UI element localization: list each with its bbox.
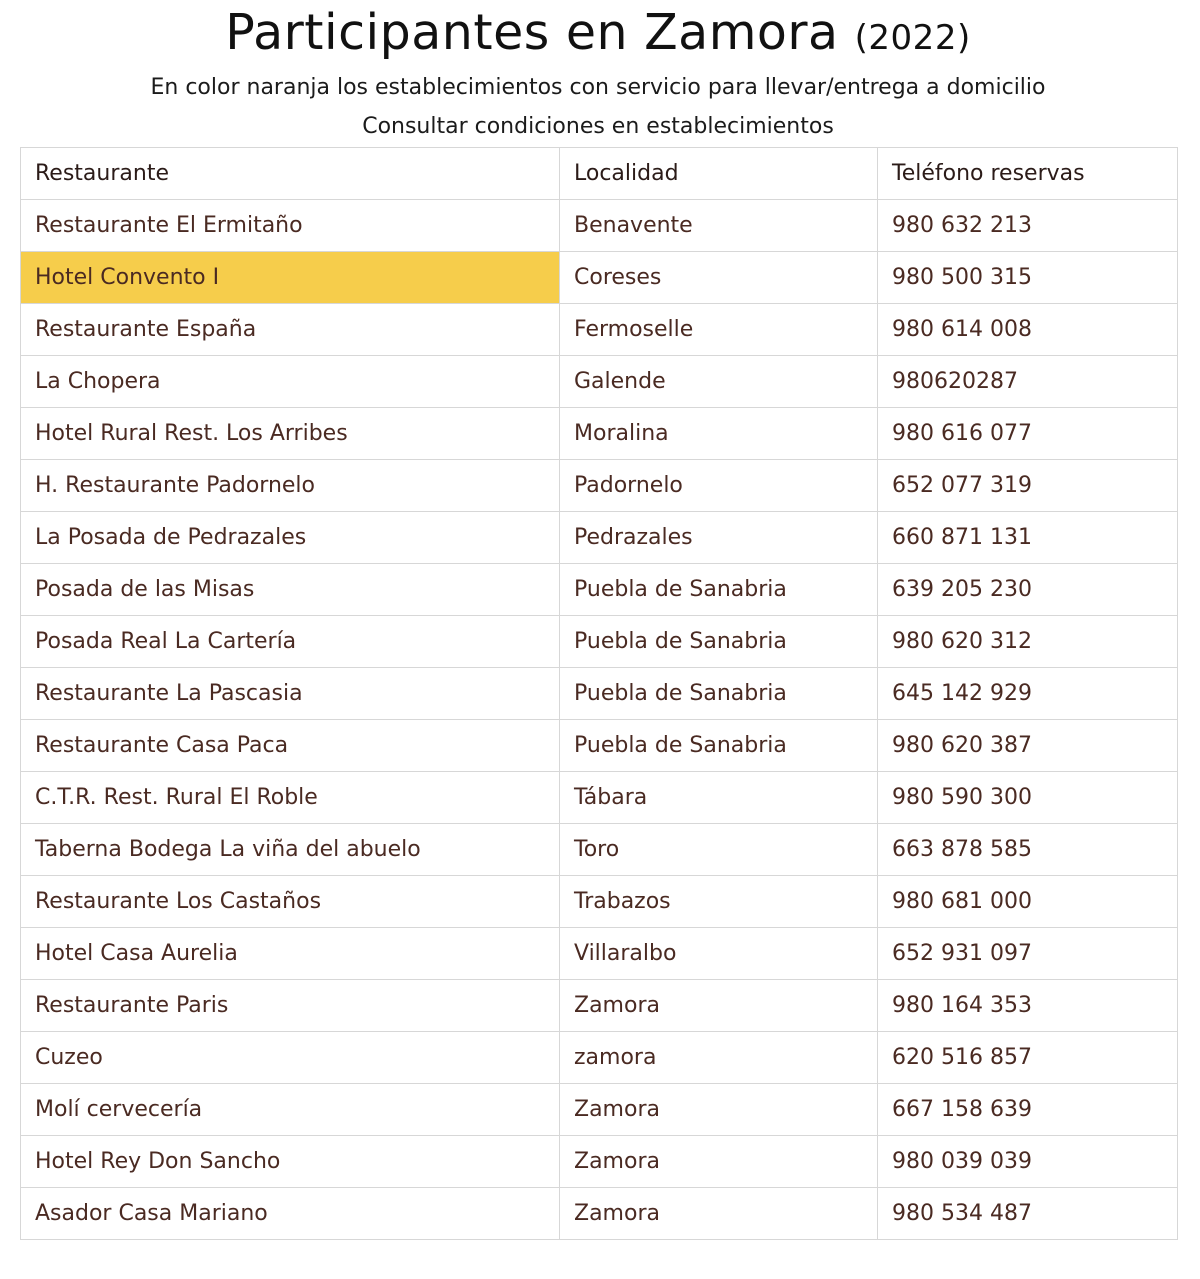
- town-cell: Zamora: [560, 1136, 878, 1188]
- town-cell: Puebla de Sanabria: [560, 720, 878, 772]
- phone-cell: 980 614 008: [878, 304, 1178, 356]
- town-cell: Fermoselle: [560, 304, 878, 356]
- town-cell: zamora: [560, 1032, 878, 1084]
- header-restaurante: Restaurante: [21, 148, 560, 200]
- restaurant-name-cell: Cuzeo: [21, 1032, 560, 1084]
- town-cell: Puebla de Sanabria: [560, 616, 878, 668]
- phone-cell: 645 142 929: [878, 668, 1178, 720]
- header-localidad: Localidad: [560, 148, 878, 200]
- table-row: [21, 876, 1178, 928]
- table-row: [21, 408, 1178, 460]
- restaurant-name-cell: Hotel Convento I: [21, 252, 560, 304]
- town-cell: Puebla de Sanabria: [560, 564, 878, 616]
- restaurant-name-cell: Restaurante El Ermitaño: [21, 200, 560, 252]
- table-row: [21, 616, 1178, 668]
- title-text: Participantes en Zamora: [225, 4, 839, 61]
- restaurant-name-cell: La Chopera: [21, 356, 560, 408]
- phone-cell: 980 616 077: [878, 408, 1178, 460]
- restaurant-name-cell: Molí cervecería: [21, 1084, 560, 1136]
- table-row: [21, 1032, 1178, 1084]
- town-cell: Tábara: [560, 772, 878, 824]
- restaurant-name-cell: Asador Casa Mariano: [21, 1188, 560, 1240]
- town-cell: Pedrazales: [560, 512, 878, 564]
- restaurant-name-cell: C.T.R. Rest. Rural El Roble: [21, 772, 560, 824]
- phone-cell: 980 534 487: [878, 1188, 1178, 1240]
- phone-cell: 980 164 353: [878, 980, 1178, 1032]
- town-cell: Trabazos: [560, 876, 878, 928]
- page-title: [0, 2, 1196, 69]
- phone-cell: 980 620 312: [878, 616, 1178, 668]
- town-cell: Coreses: [560, 252, 878, 304]
- phone-cell: 639 205 230: [878, 564, 1178, 616]
- phone-cell: 980 590 300: [878, 772, 1178, 824]
- table-row: [21, 1188, 1178, 1240]
- restaurant-name-cell: Hotel Rey Don Sancho: [21, 1136, 560, 1188]
- restaurant-name-cell: Hotel Casa Aurelia: [21, 928, 560, 980]
- phone-cell: 652 077 319: [878, 460, 1178, 512]
- subtitle-conditions: Consultar condiciones en establecimientos: [362, 114, 834, 139]
- table-row: [21, 928, 1178, 980]
- town-cell: Zamora: [560, 980, 878, 1032]
- town-cell: Puebla de Sanabria: [560, 668, 878, 720]
- restaurant-name-cell: Restaurante Casa Paca: [21, 720, 560, 772]
- phone-cell: 980 500 315: [878, 252, 1178, 304]
- table-row: [21, 1136, 1178, 1188]
- table-row: [21, 460, 1178, 512]
- town-cell: Galende: [560, 356, 878, 408]
- restaurant-name-cell: Hotel Rural Rest. Los Arribes: [21, 408, 560, 460]
- restaurant-name-cell: Restaurante España: [21, 304, 560, 356]
- town-cell: Villaralbo: [560, 928, 878, 980]
- phone-cell: 660 871 131: [878, 512, 1178, 564]
- table-row: [21, 356, 1178, 408]
- table-row: [21, 512, 1178, 564]
- restaurant-name-cell: Taberna Bodega La viña del abuelo: [21, 824, 560, 876]
- table-row: [21, 564, 1178, 616]
- town-cell: Moralina: [560, 408, 878, 460]
- phone-cell: 663 878 585: [878, 824, 1178, 876]
- header-telefono: Teléfono reservas: [878, 148, 1178, 200]
- restaurant-name-cell: Restaurante La Pascasia: [21, 668, 560, 720]
- table-row: [21, 720, 1178, 772]
- town-cell: Padornelo: [560, 460, 878, 512]
- restaurant-name-cell: Restaurante Paris: [21, 980, 560, 1032]
- phone-cell: 980620287: [878, 356, 1178, 408]
- phone-cell: 620 516 857: [878, 1032, 1178, 1084]
- restaurant-name-cell: La Posada de Pedrazales: [21, 512, 560, 564]
- town-cell: Toro: [560, 824, 878, 876]
- phone-cell: 980 620 387: [878, 720, 1178, 772]
- table-header-row: [21, 148, 1178, 200]
- table-row: [21, 772, 1178, 824]
- table-row: [21, 252, 1178, 304]
- table-row: [21, 824, 1178, 876]
- table-row: [21, 1084, 1178, 1136]
- restaurant-name-cell: Posada Real La Cartería: [21, 616, 560, 668]
- phone-cell: 980 681 000: [878, 876, 1178, 928]
- restaurant-name-cell: Restaurante Los Castaños: [21, 876, 560, 928]
- title-year: (2022): [854, 18, 971, 58]
- table-row: [21, 980, 1178, 1032]
- town-cell: Zamora: [560, 1084, 878, 1136]
- phone-cell: 667 158 639: [878, 1084, 1178, 1136]
- phone-cell: 980 632 213: [878, 200, 1178, 252]
- participants-table: [20, 147, 1178, 1240]
- restaurant-name-cell: Posada de las Misas: [21, 564, 560, 616]
- phone-cell: 980 039 039: [878, 1136, 1178, 1188]
- table-row: [21, 304, 1178, 356]
- restaurant-name-cell: H. Restaurante Padornelo: [21, 460, 560, 512]
- phone-cell: 652 931 097: [878, 928, 1178, 980]
- town-cell: Zamora: [560, 1188, 878, 1240]
- subtitle-legend: En color naranja los establecimientos con servicio para llevar/entrega a domicilio: [150, 75, 1046, 100]
- table-row: [21, 200, 1178, 252]
- table-row: [21, 668, 1178, 720]
- town-cell: Benavente: [560, 200, 878, 252]
